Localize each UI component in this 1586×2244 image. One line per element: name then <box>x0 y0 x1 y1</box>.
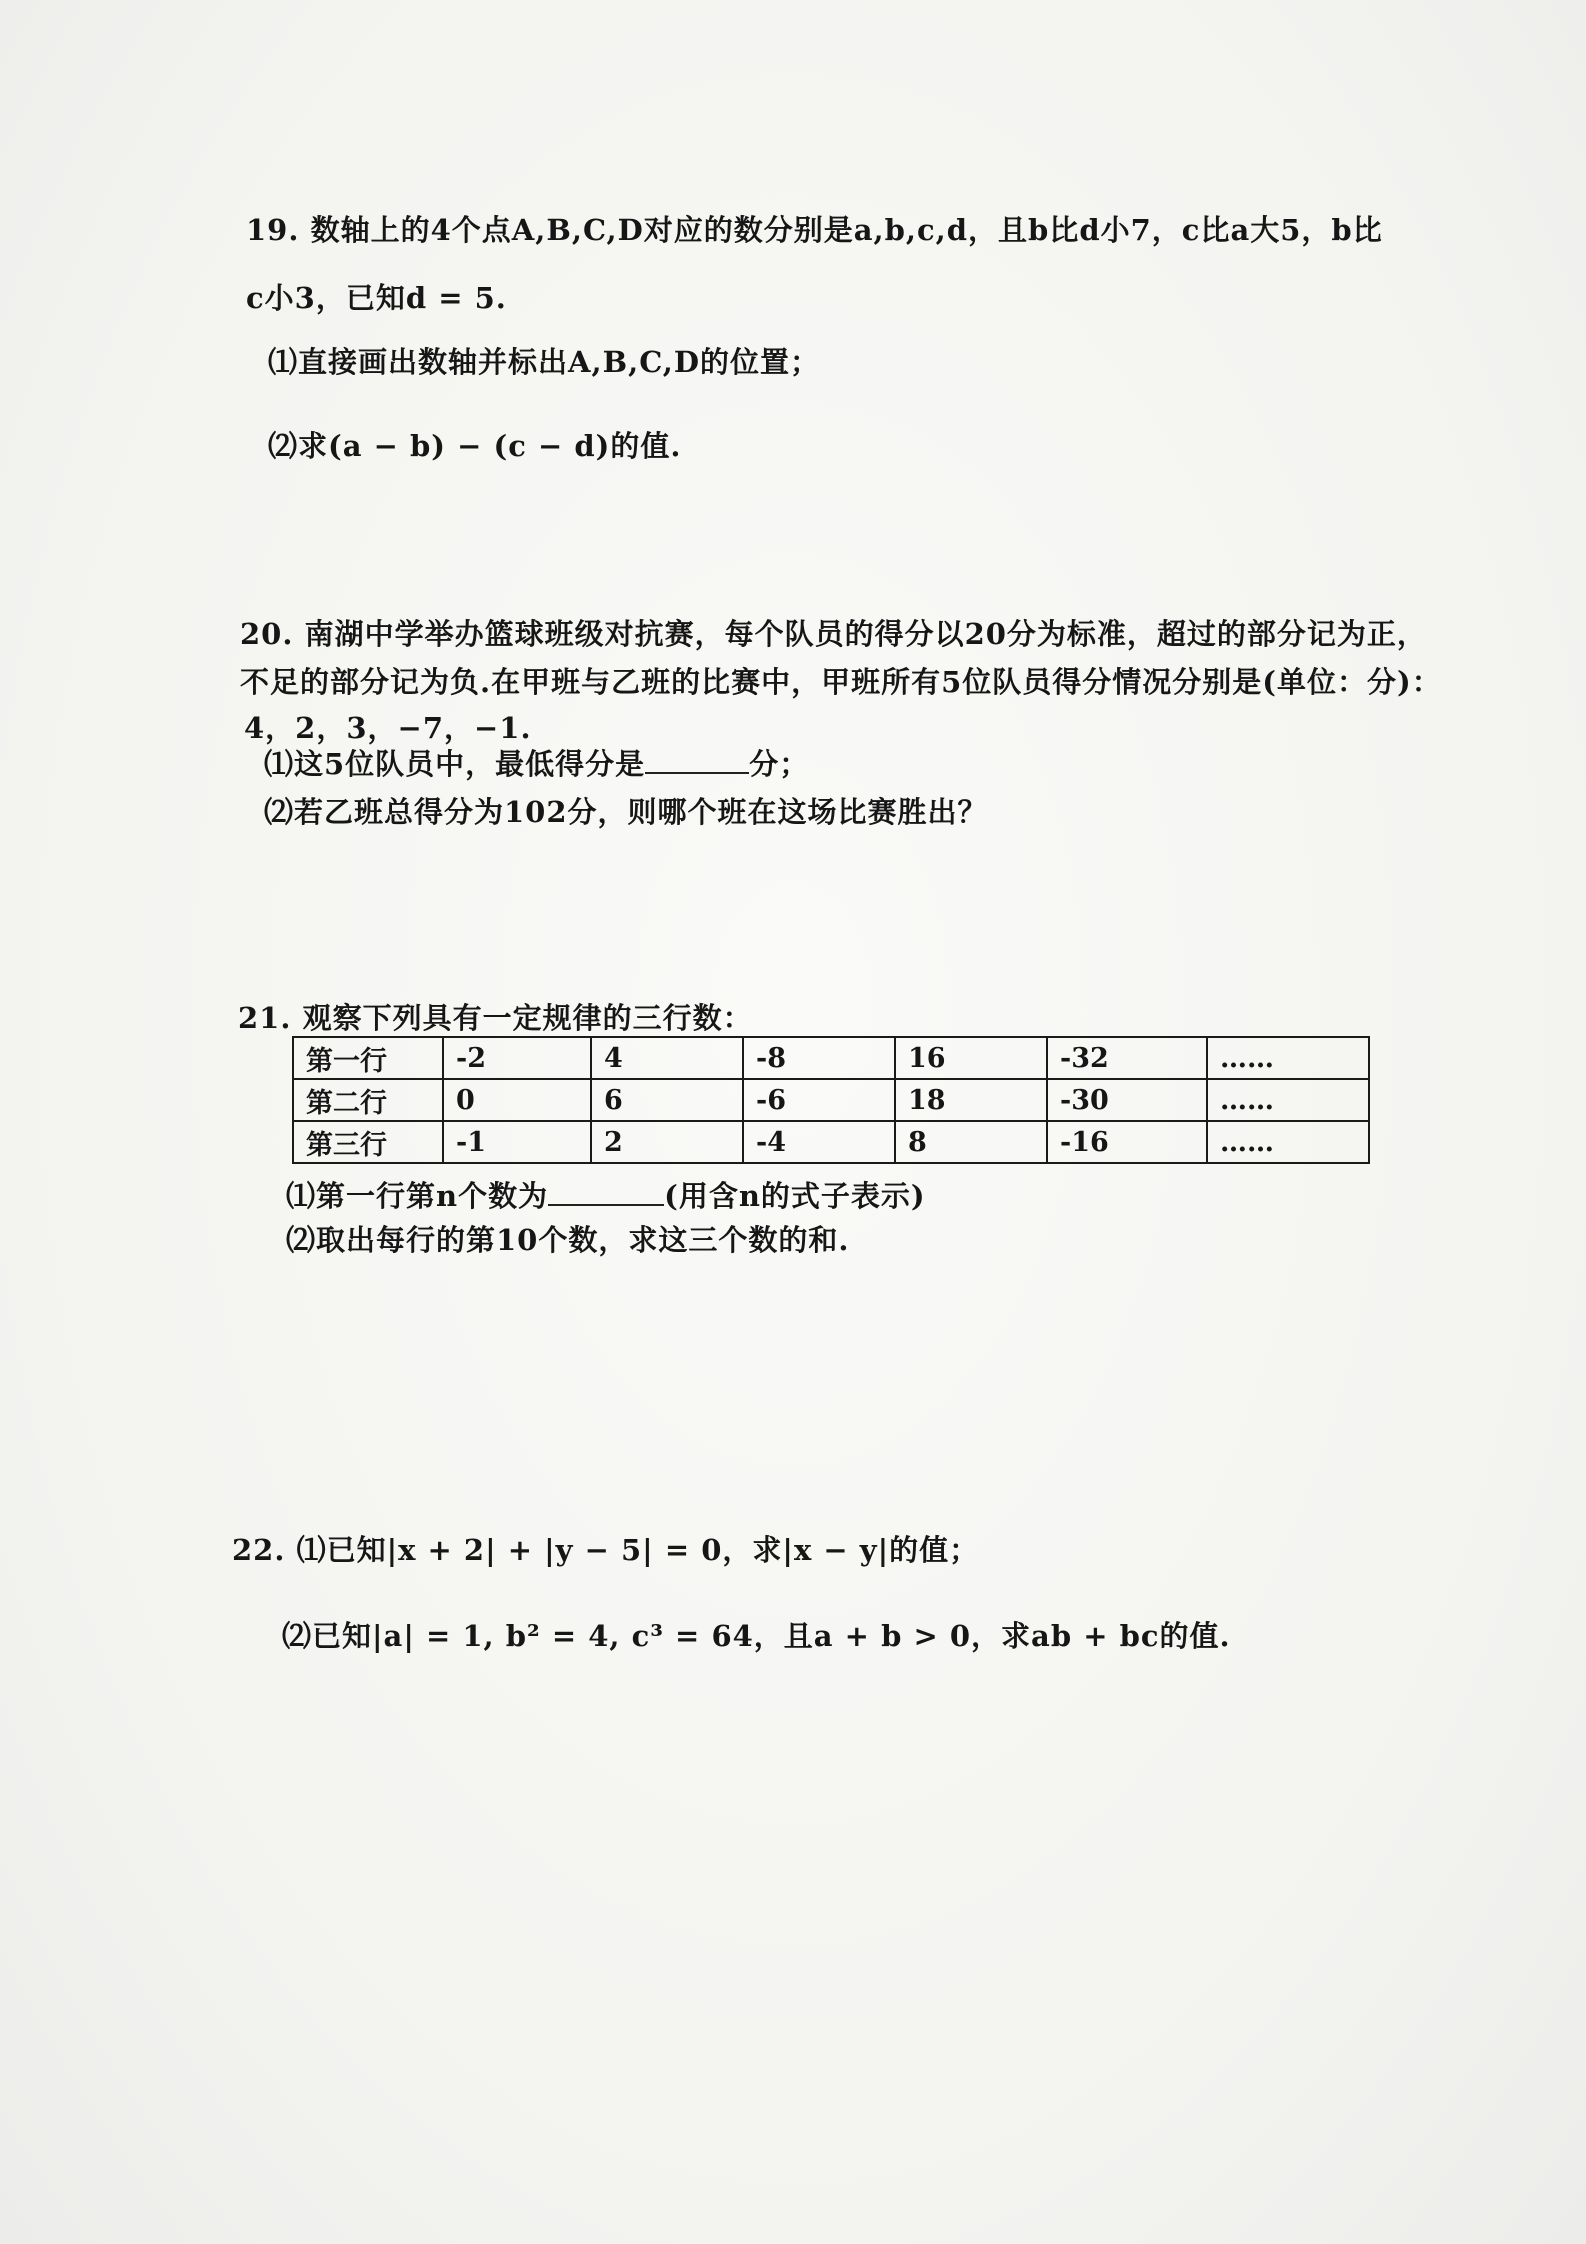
table-cell: -16 <box>1047 1121 1207 1163</box>
table-row <box>293 1079 1369 1121</box>
row-header-cell: 第三行 <box>293 1121 443 1163</box>
row-header-cell: 第二行 <box>293 1079 443 1121</box>
q19-stem-line2 <box>246 276 507 317</box>
q19-number: 19. <box>246 213 300 247</box>
table-cell: 16 <box>895 1037 1047 1079</box>
q22-part1: 22. ⑴已知|x + 2| + |y − 5| = 0，求|x − y|的值； <box>232 1533 980 1567</box>
table-cell: -6 <box>743 1079 895 1121</box>
table-row <box>293 1121 1369 1163</box>
pattern-table <box>292 1036 1370 1164</box>
q22-part2: ⑵已知|a| = 1, b² = 4, c³ = 64，且a + b > 0，求ab + bc的值. <box>282 1619 1231 1653</box>
table-cell: -2 <box>443 1037 591 1079</box>
table-cell: -4 <box>743 1121 895 1163</box>
table-cell: …… <box>1207 1037 1369 1079</box>
table-cell: …… <box>1207 1079 1369 1121</box>
table-cell: -8 <box>743 1037 895 1079</box>
q21-part1: ⑴第一行第n个数为 (用含n的式子表示) <box>286 1179 926 1213</box>
table-row <box>293 1037 1369 1079</box>
table-cell: 2 <box>591 1121 743 1163</box>
q19-part1: ⑴直接画出数轴并标出A,B,C,D的位置； <box>268 345 821 379</box>
table-cell: 8 <box>895 1121 1047 1163</box>
table-cell: 4 <box>591 1037 743 1079</box>
table-cell: -1 <box>443 1121 591 1163</box>
q21-number: 21. <box>238 1001 292 1035</box>
q20-stem-line2: 不足的部分记为负.在甲班与乙班的比赛中，甲班所有5位队员得分情况分别是(单位：分)： <box>240 665 1442 699</box>
q19-part2: ⑵求(a − b) − (c − d)的值. <box>268 429 682 463</box>
table-cell: 18 <box>895 1079 1047 1121</box>
answer-blank[interactable] <box>548 1203 664 1206</box>
answer-blank[interactable] <box>645 771 749 774</box>
q20-stem-line1: 20. 南湖中学举办篮球班级对抗赛，每个队员的得分以20分为标准，超过的部分记为正， <box>240 617 1427 651</box>
table-cell: -32 <box>1047 1037 1207 1079</box>
q22-number: 22. <box>232 1533 286 1567</box>
q20-number: 20. <box>240 617 294 651</box>
table-cell: 6 <box>591 1079 743 1121</box>
q19-stem-line1 <box>246 208 1383 249</box>
q19-stem-text-2: c小3，已知d = 5. <box>246 281 507 315</box>
q21-stem: 21. 观察下列具有一定规律的三行数： <box>238 1001 753 1035</box>
q20-part1: ⑴这5位队员中，最低得分是 分； <box>264 747 810 781</box>
q20-scores: 4，2，3，−7，−1. <box>244 711 532 745</box>
q20-part2: ⑵若乙班总得分为102分，则哪个班在这场比赛胜出？ <box>264 795 988 829</box>
table-cell: 0 <box>443 1079 591 1121</box>
table-cell: -30 <box>1047 1079 1207 1121</box>
row-header-cell: 第一行 <box>293 1037 443 1079</box>
table-cell: …… <box>1207 1121 1369 1163</box>
q21-part2: ⑵取出每行的第10个数，求这三个数的和. <box>286 1223 850 1257</box>
q19-stem-text-1: 数轴上的4个点A,B,C,D对应的数分别是a,b,c,d，且b比d小7，c比a大5，b比 <box>310 213 1383 247</box>
